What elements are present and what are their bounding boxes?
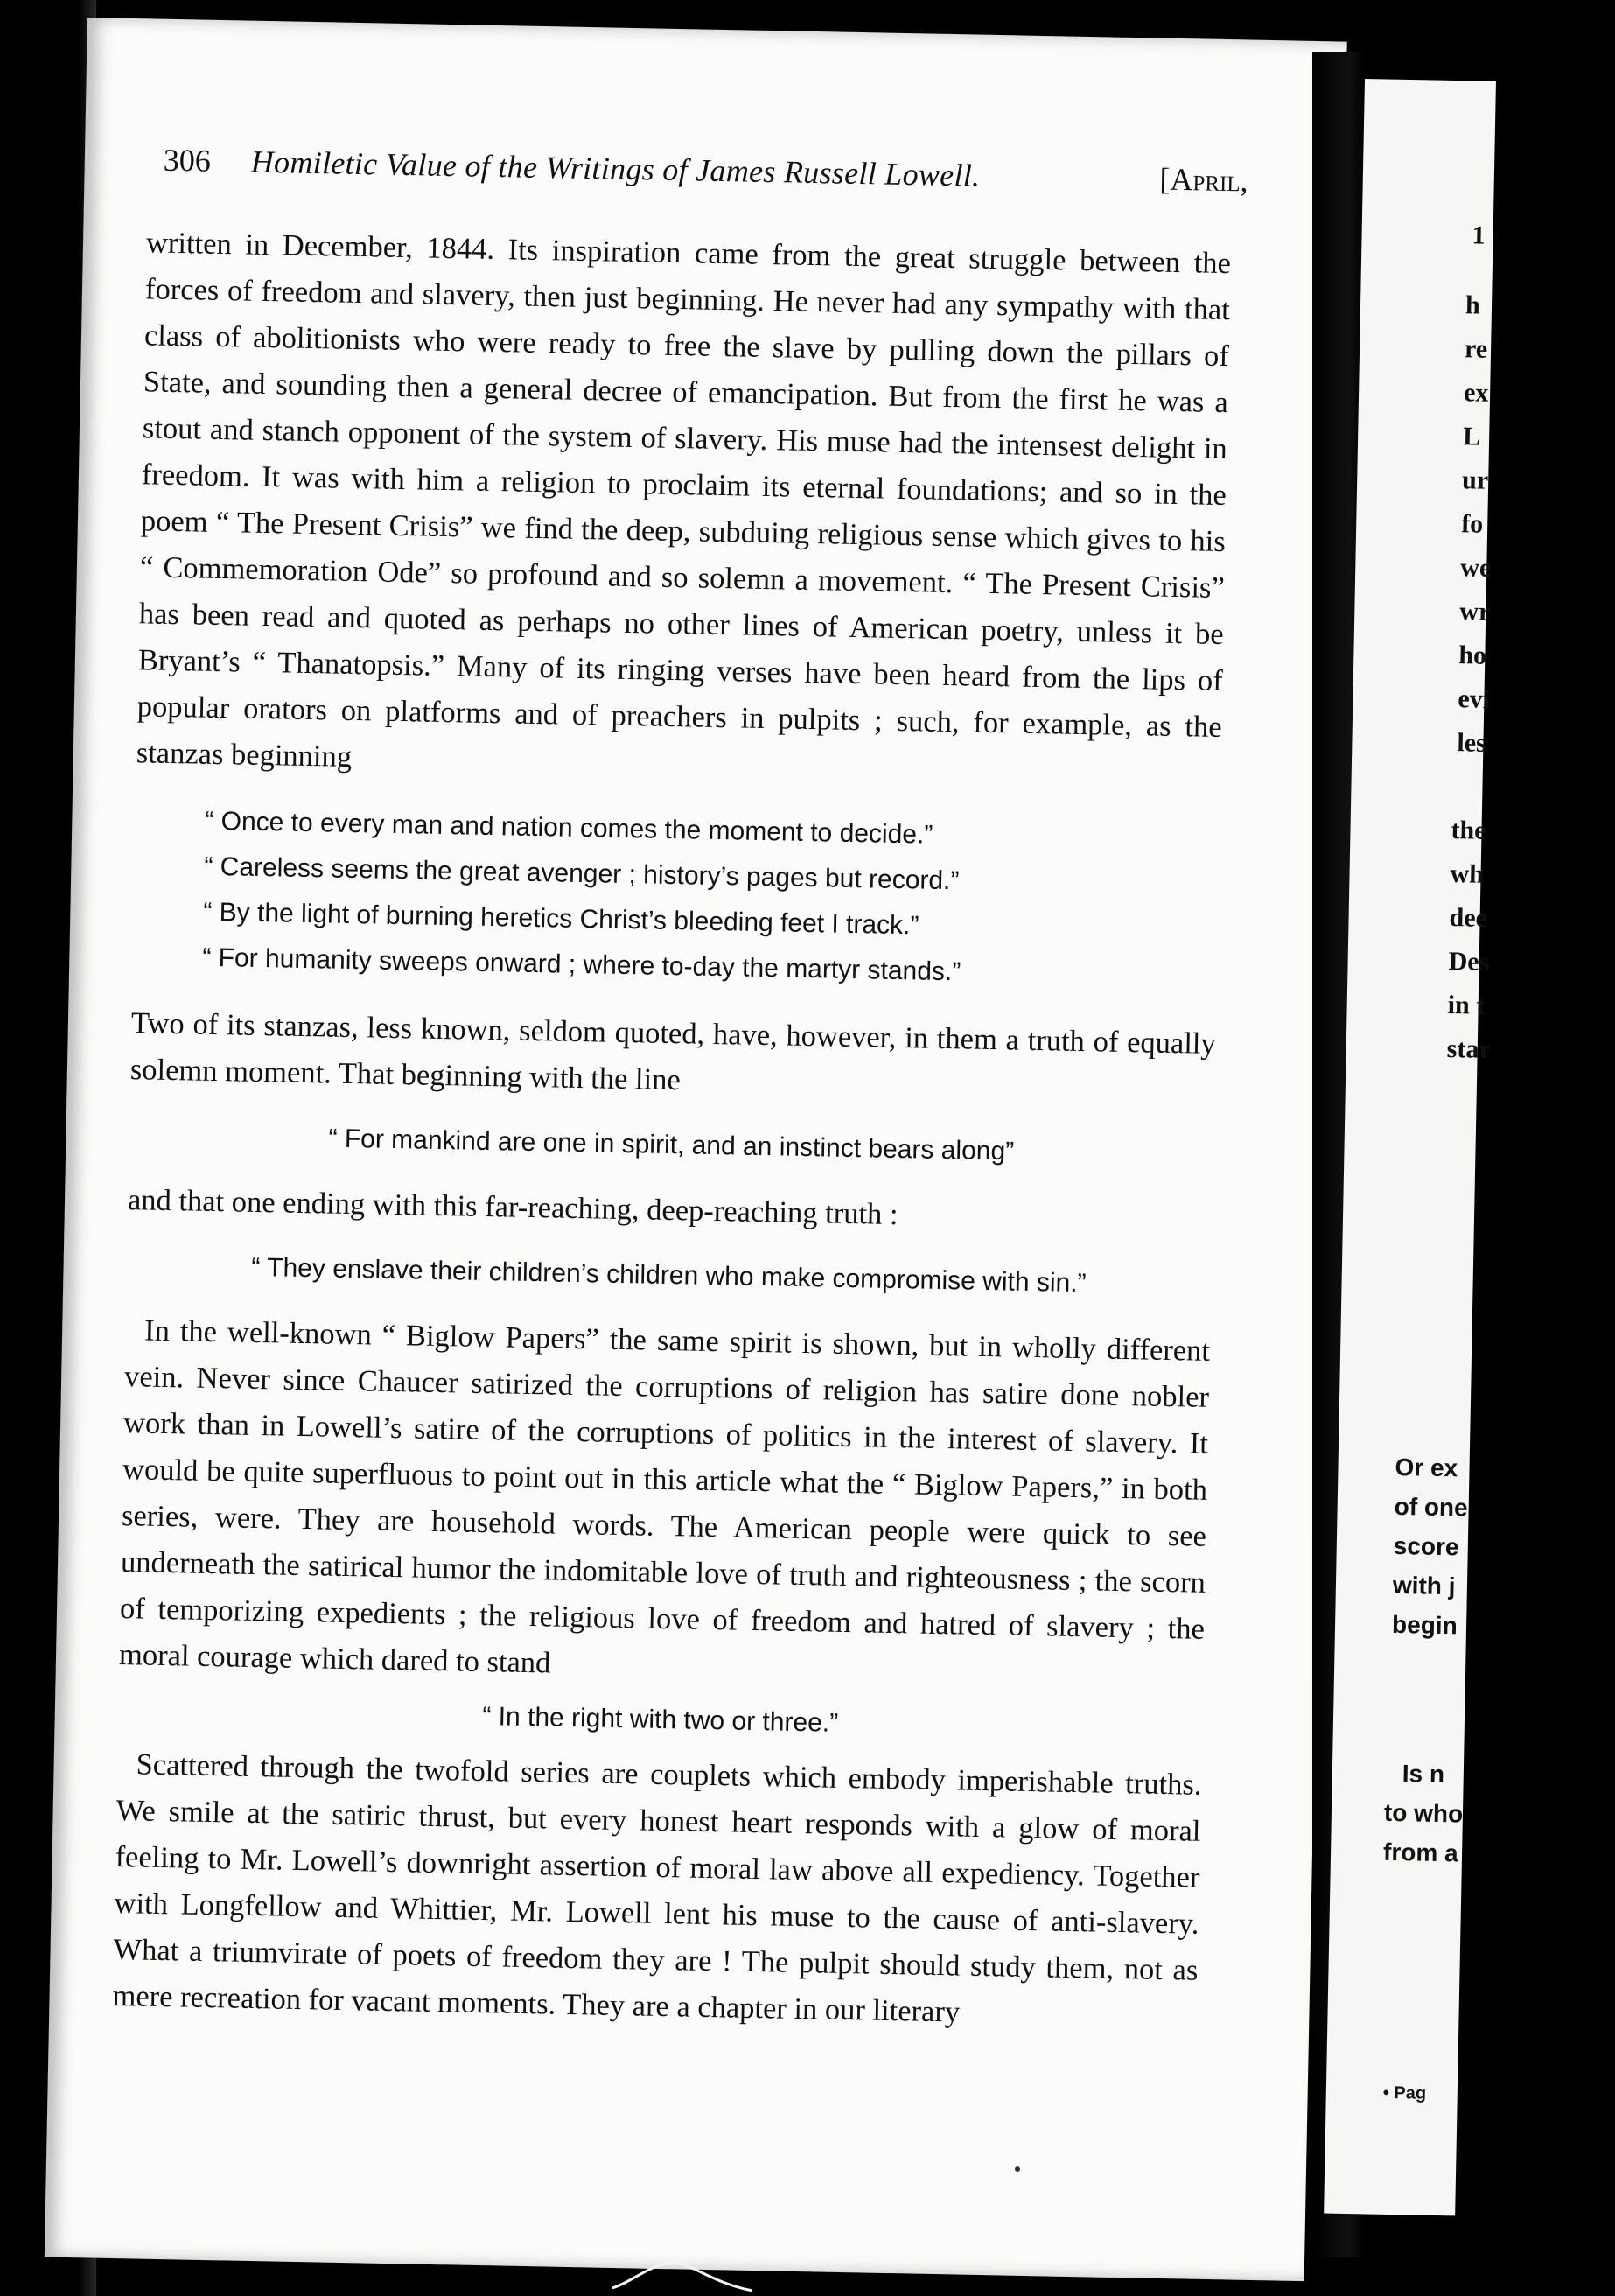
facing-line: in t xyxy=(1447,990,1486,1020)
facing-line: star xyxy=(1446,1034,1492,1064)
quote-right: “ In the right with two or three.” xyxy=(482,1702,839,1738)
facing-line: 1 xyxy=(1472,220,1486,250)
facing-line: ex xyxy=(1463,378,1489,408)
page-header xyxy=(163,142,1248,215)
facing-line: with j xyxy=(1392,1571,1456,1600)
facing-line: L xyxy=(1462,422,1481,452)
facing-line: les xyxy=(1457,728,1487,758)
paragraph-2: Two of its stanzas, less known, seldom quoted, have, however, in them a truth of equally solemn moment. That beginning with the line xyxy=(129,1006,1217,1097)
quoted-stanzas xyxy=(202,799,1220,1000)
facing-line: wr xyxy=(1459,597,1491,626)
facing-line: from a xyxy=(1382,1838,1458,1867)
facing-line: of one xyxy=(1394,1492,1468,1522)
paragraph-5: Scattered through the twofold series are couplets which embody imperishable truths. We smile at the satiric thrust, but every honest heart responds with a glow of moral feeling to Mr. Lowell’s downright assertion of moral law above all expediency. Together with Longfellow and Whittier, Mr. Lowell lent his muse to the cause of anti-slavery. What a triumvirate of poets of freedom they are ! The pulpit should study them, not as mere recreation for vacant moments. They are a chapter in our literary xyxy=(112,1747,1202,2029)
facing-line: to who xyxy=(1383,1798,1464,1828)
paragraph-4: In the well-known “ Biglow Papers” the same spirit is shown, but in wholly different vein. Never since Chaucer satirized the corruptions of religion has satire done nobler work than in Lowell’s satire of the corruptions of politics in the interest of slavery. It would be quite superfluous to point out in this article what the “ Biglow Papers,” in both series, were. They are household words. The American people were quick to see underneath the satirical humor the indomitable love of truth and righteousness ; the scorn of temporizing expedients ; the religious love of freedom and hatred of slavery ; the moral courage which dared to stand xyxy=(118,1313,1211,1680)
facing-line: Or ex xyxy=(1395,1452,1458,1482)
facing-line: h xyxy=(1465,290,1481,320)
facing-line: Des xyxy=(1448,947,1490,976)
month-mark: [April, xyxy=(1159,161,1249,199)
book-page xyxy=(45,18,1347,2281)
facing-line: we xyxy=(1459,553,1492,583)
facing-line: dee xyxy=(1449,903,1488,933)
facing-line: ur xyxy=(1461,466,1489,495)
facing-line: the xyxy=(1451,816,1486,845)
quote-line: “ Careless seems the great avenger ; history’s pages but record.” xyxy=(204,851,960,896)
scan-scratch-mark xyxy=(612,2240,752,2292)
facing-line: Is n xyxy=(1402,1760,1445,1788)
quote-line: “ By the light of burning heretics Christ’s bleeding feet I track.” xyxy=(203,897,919,941)
quote-mankind: “ For mankind are one in spirit, and an instinct bears along” xyxy=(328,1124,1015,1166)
facing-line: score xyxy=(1393,1531,1459,1561)
facing-footnote: • Pag xyxy=(1382,2082,1427,2104)
body-text xyxy=(112,220,1231,2040)
facing-line: re xyxy=(1464,334,1488,364)
running-title: Homiletic Value of the Writings of James Russell Lowell. xyxy=(250,144,981,193)
paragraph-1: written in December, 1844. Its inspiration came from the great struggle between the forces of freedom and slavery, then just beginning. He never had any sympathy with that class of abolitionists who were ready to free the slave by pulling down the pillars of State, and sounding then a general decree of emancipation. But from the first he was a stout and stanch opponent of the system of slavery. His muse had the intensest delight in freedom. It was with him a religion to proclaim its eternal foundations; and so in the poem “ The Present Crisis” we find the deep, subduing religious sense which gives to his “ Commemoration Ode” so profound and so solemn a movement. “ The Present Crisis” has been read and quoted as perhaps no other lines of American poetry, unless it be Bryant’s “ Thanatopsis.” Many of its ringing verses have been heard from the lips of popular orators on platforms and of preachers in pulpits ; such, for example, as the stanzas beginning xyxy=(136,226,1232,774)
facing-line: evi xyxy=(1458,684,1491,714)
paper-speck xyxy=(1015,2166,1020,2172)
facing-line: ho xyxy=(1458,640,1487,670)
paragraph-3: and that one ending with this far-reaching, deep-reaching truth : xyxy=(127,1183,898,1232)
facing-line: begin xyxy=(1391,1610,1458,1640)
facing-line: fo xyxy=(1460,509,1484,539)
quote-line: “ Once to every man and nation comes the moment to decide.” xyxy=(205,806,933,850)
facing-line: wh xyxy=(1450,859,1485,889)
quote-line: “ For humanity sweeps onward ; where to-day the martyr stands.” xyxy=(202,942,961,987)
quote-enslave: “ They enslave their children’s children who make compromise with sin.” xyxy=(251,1252,1087,1298)
page-number: 306 xyxy=(163,142,212,178)
